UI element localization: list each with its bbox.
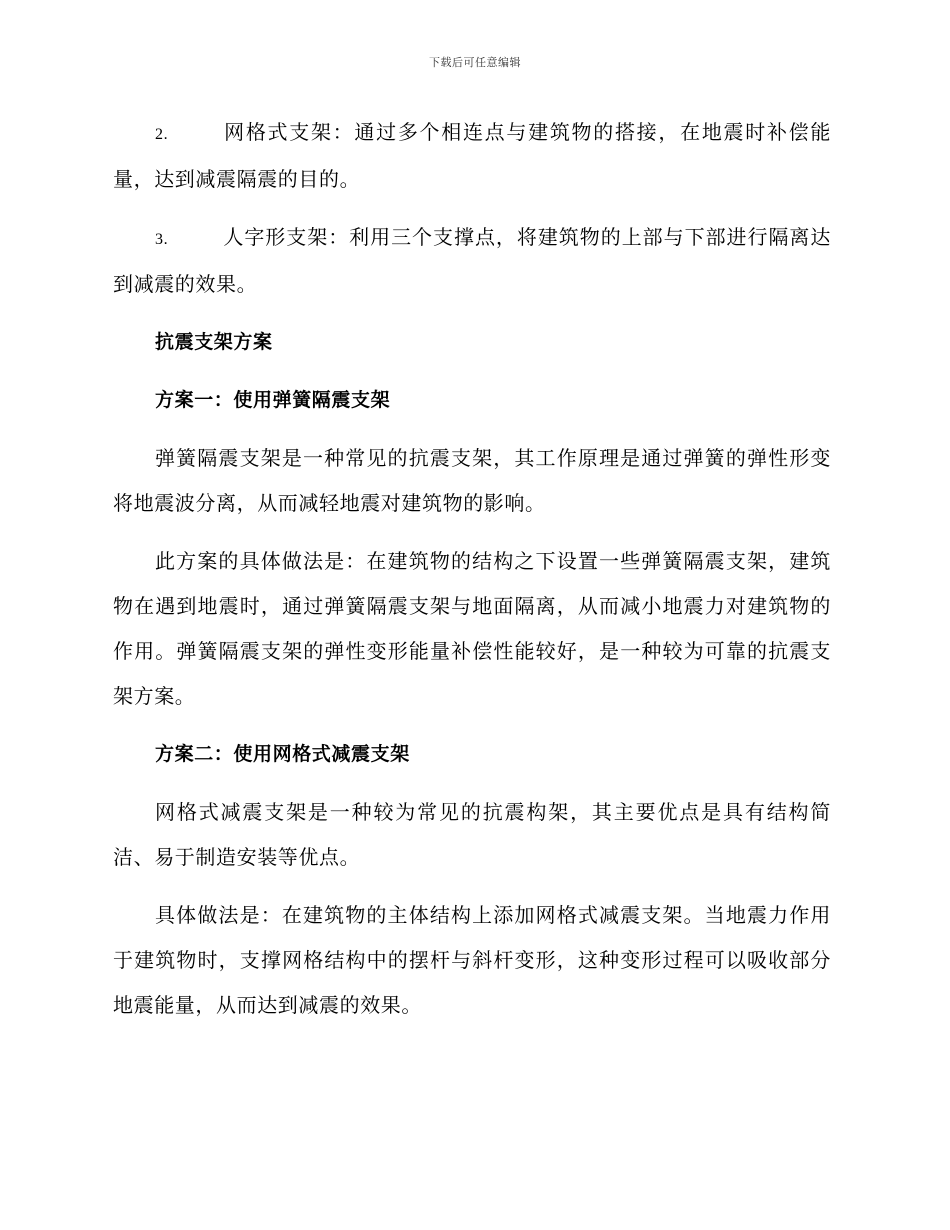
list-item-2 [113,110,831,202]
list-number: 3. [155,231,169,248]
plan1-paragraph-2: 此方案的具体做法是：在建筑物的结构之下设置一些弹簧隔震支架，建筑物在遇到地震时，通过弹簧隔震支架与地面隔离，从而减小地震力对建筑物的作用。弹簧隔震支架的弹性变形能量补偿性能较好，是一种较为可靠的抗震支架方案。 [113,549,831,708]
page-header: 下载后可任意编辑 [429,56,521,69]
list-item-3 [113,215,831,307]
list-item-text: 网格式支架：通过多个相连点与建筑物的搭接，在地震时补偿能量，达到减震隔震的目的。 [113,120,831,191]
list-number: 2. [155,126,169,143]
plan1-title: 方案一：使用弹簧隔震支架 [155,389,391,411]
plan2-title: 方案二：使用网格式减震支架 [155,743,410,765]
plan1-paragraph-1: 弹簧隔震支架是一种常见的抗震支架，其工作原理是通过弹簧的弹性形变将地震波分离，从而减轻地震对建筑物的影响。 [113,446,831,515]
plan2-paragraph-2: 具体做法是：在建筑物的主体结构上添加网格式减震支架。当地震力作用于建筑物时，支撑网格结构中的摆杆与斜杆变形，这种变形过程可以吸收部分地震能量，从而达到减震的效果。 [113,903,831,1017]
plan2-paragraph-1: 网格式减震支架是一种较为常见的抗震构架，其主要优点是具有结构简洁、易于制造安装等优点。 [113,800,831,869]
document-body [113,110,831,1028]
section-title: 抗震支架方案 [155,331,273,353]
list-item-text: 人字形支架：利用三个支撑点，将建筑物的上部与下部进行隔离达到减震的效果。 [113,225,831,296]
